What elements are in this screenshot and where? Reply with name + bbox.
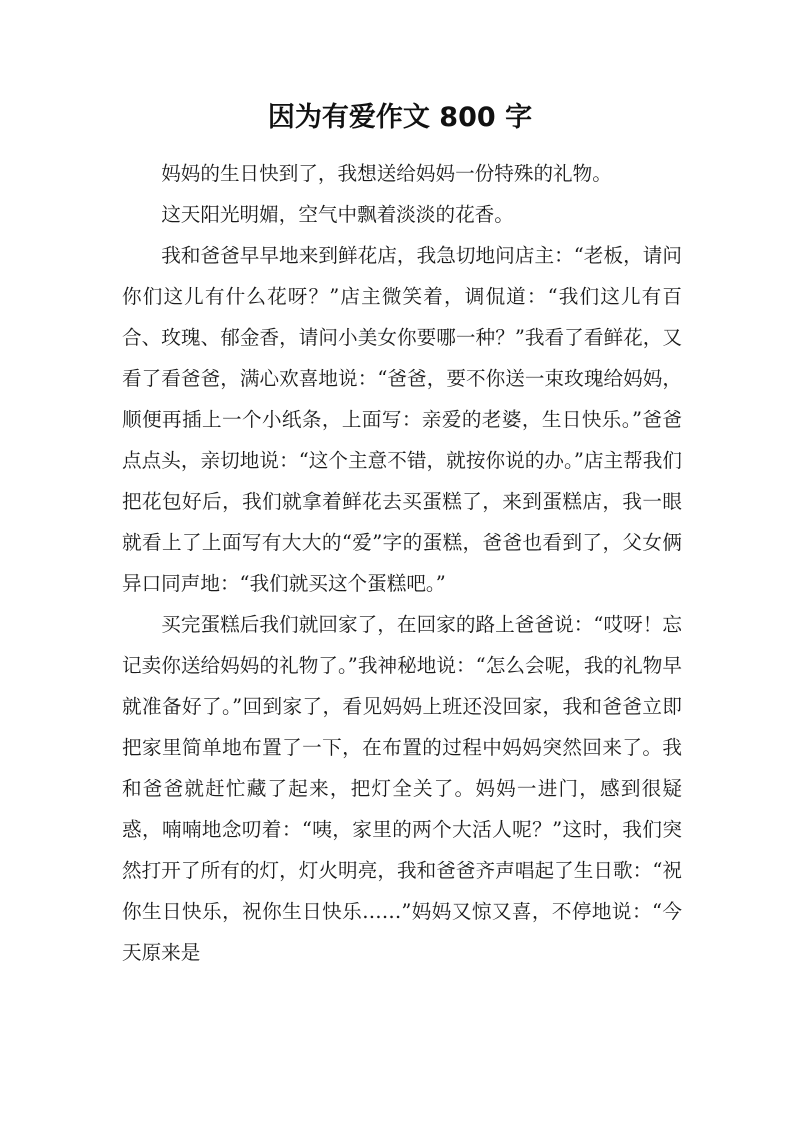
paragraph: 我和爸爸早早地来到鲜花店，我急切地问店主：“老板，请问你们这儿有什么花呀？”店主微笑着，调侃道：“我们这儿有百合、玫瑰、郁金香，请问小美女你要哪一种？”我看了看鲜花，又看了看爸爸，满心欢喜地说：“爸爸，要不你送一束玫瑰给妈妈，顺便再插上一个小纸条，上面写：亲爱的老婆，生日快乐。”爸爸点点头，亲切地说：“这个主意不错，就按你说的办。”店主帮我们把花包好后，我们就拿着鲜花去买蛋糕了，来到蛋糕店，我一眼就看上了上面写有大大的“爱”字的蛋糕，爸爸也看到了，父女俩异口同声地：“我们就买这个蛋糕吧。”	[122, 244, 682, 595]
document-body	[122, 153, 682, 973]
paragraph: 妈妈的生日快到了，我想送给妈妈一份特殊的礼物。	[161, 162, 612, 185]
document-title: 因为有爱作文 800 字	[267, 102, 533, 133]
paragraph: 买完蛋糕后我们就回家了，在回家的路上爸爸说：“哎呀！忘记卖你送给妈妈的礼物了。”我神秘地说：“怎么会呢，我的礼物早就准备好了。”回到家了，看见妈妈上班还没回家，我和爸爸立即把家里简单地布置了一下，在布置的过程中妈妈突然回来了。我和爸爸就赶忙藏了起来，把灯全关了。妈妈一进门，感到很疑惑，喃喃地念叨着：“咦，家里的两个大活人呢？”这时，我们突然打开了所有的灯，灯火明亮，我和爸爸齐声唱起了生日歌：“祝你生日快乐，祝你生日快乐……”妈妈又惊又喜，不停地说：“今天原来是	[122, 613, 682, 964]
paragraph: 这天阳光明媚，空气中飘着淡淡的花香。	[161, 203, 514, 226]
